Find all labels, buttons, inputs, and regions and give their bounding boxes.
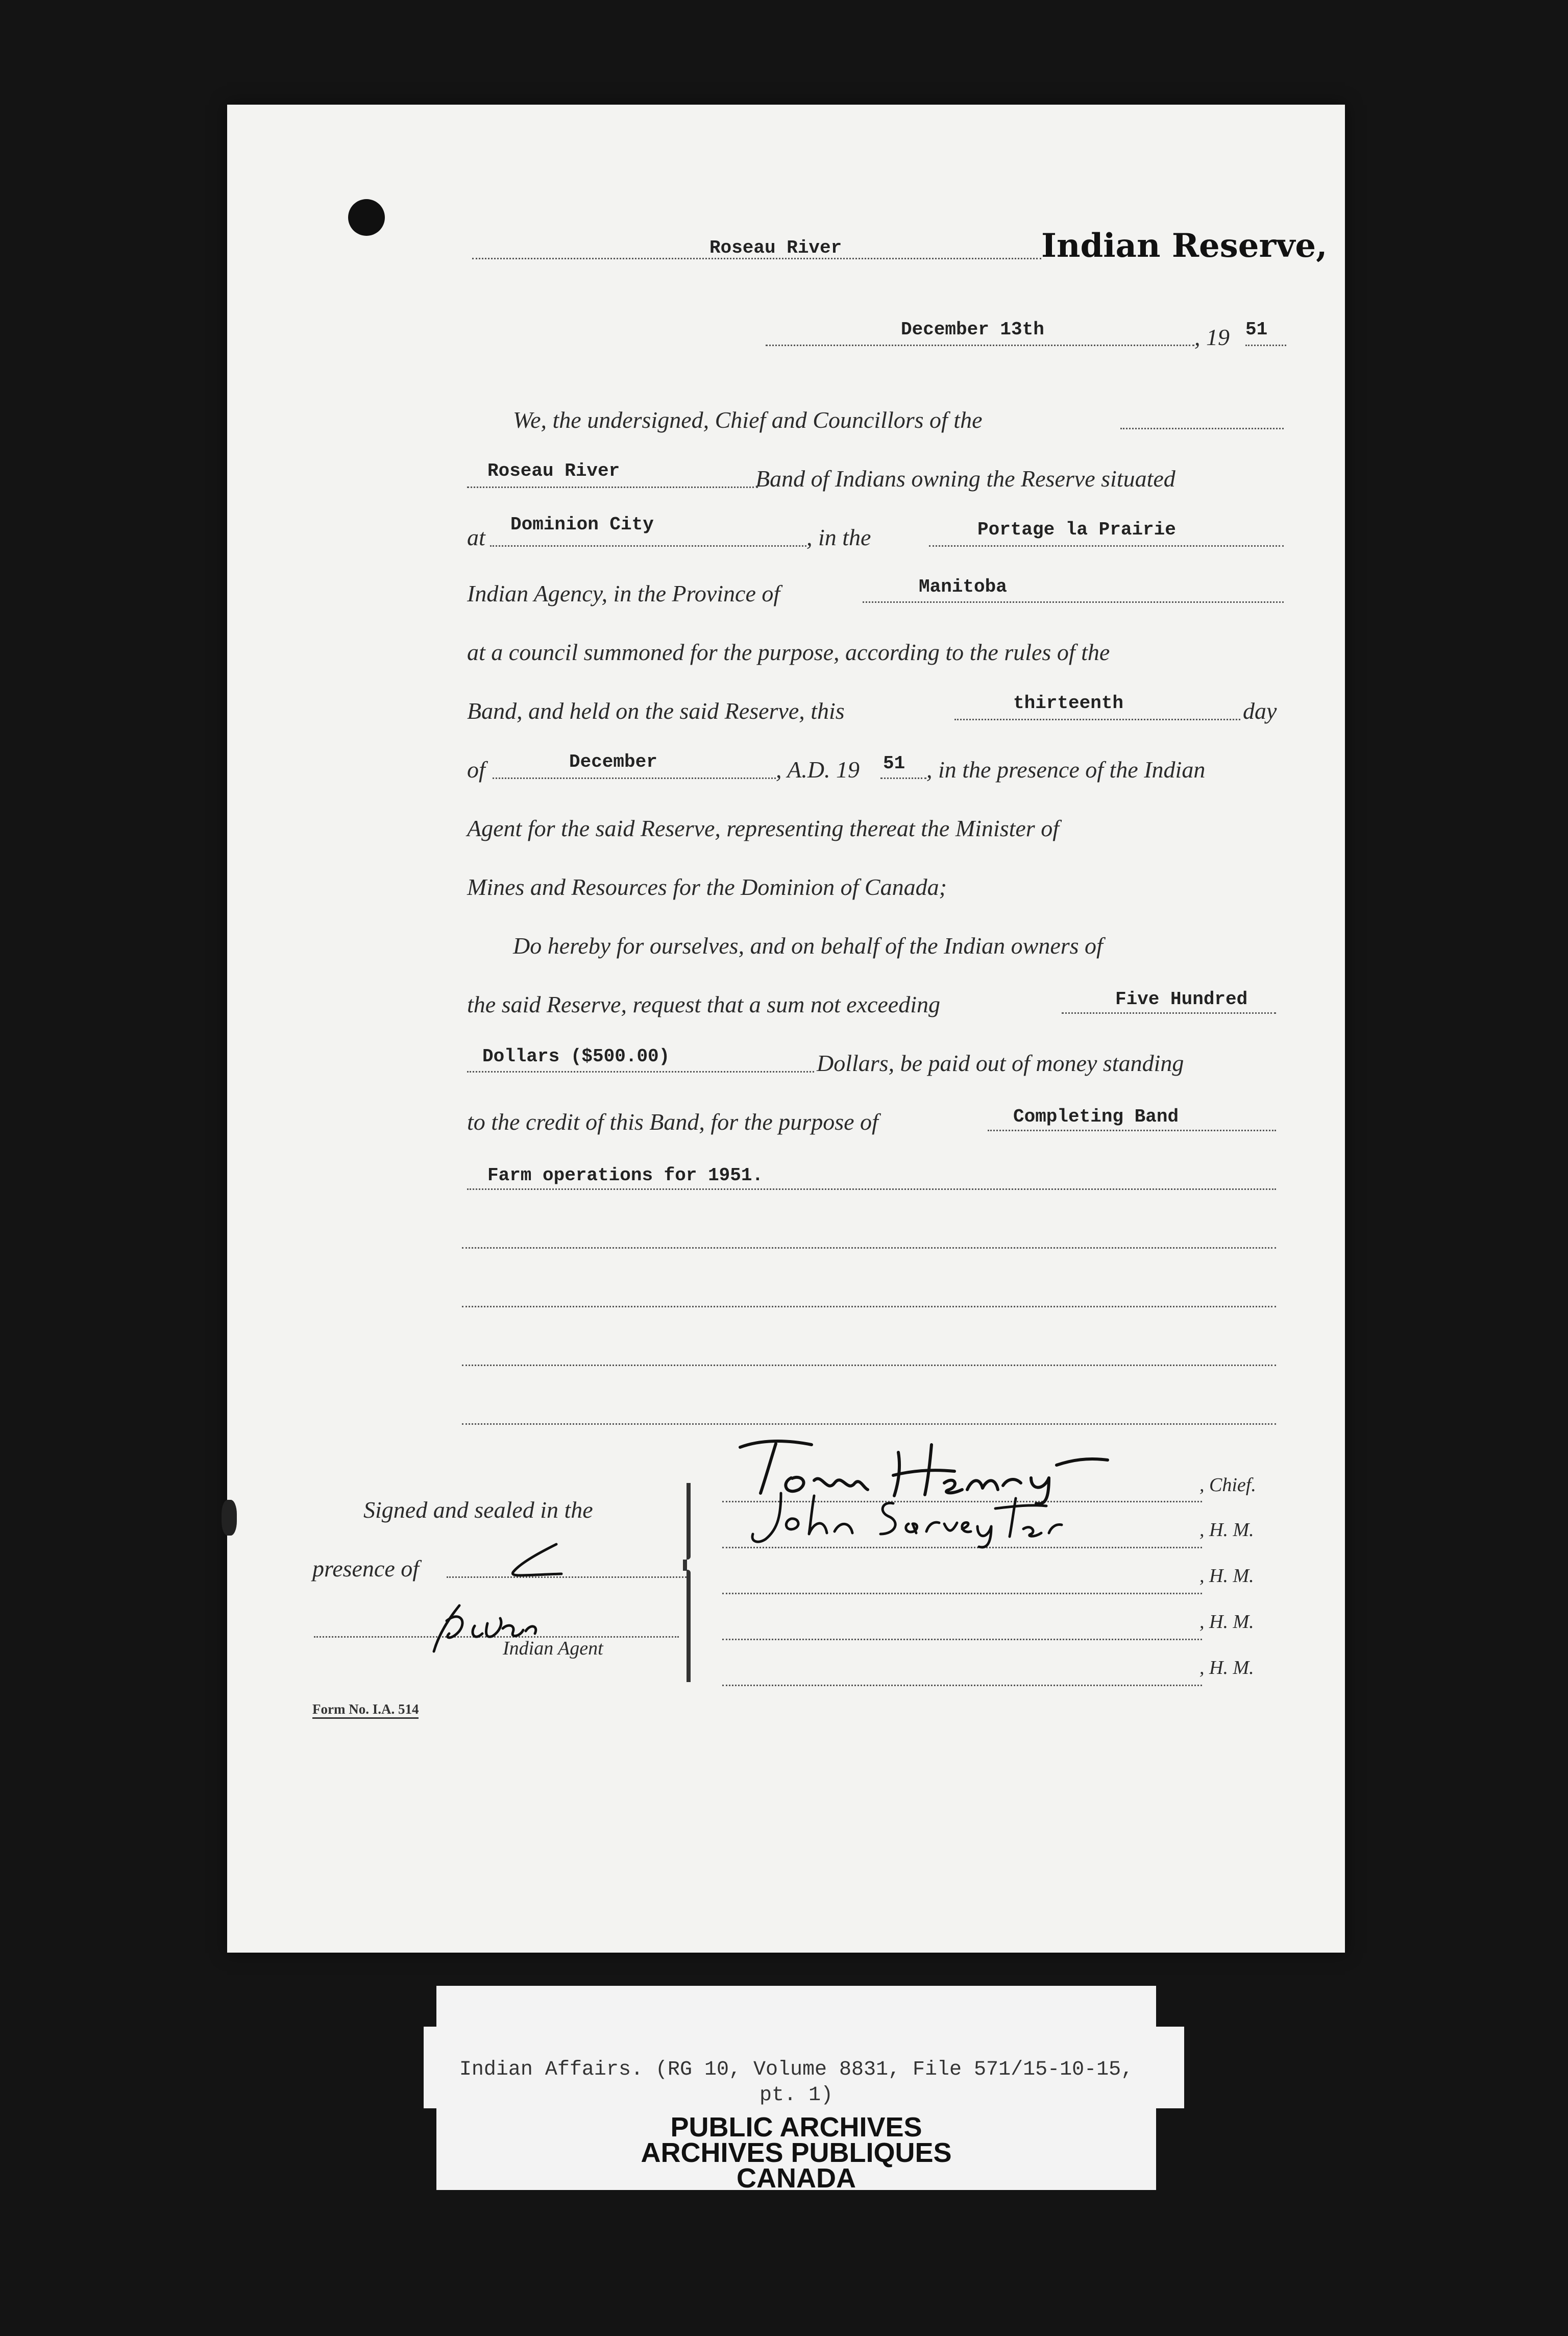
day-word: thirteenth <box>1013 693 1124 714</box>
of-label: of <box>467 757 485 783</box>
blank-line-1 <box>462 1247 1276 1249</box>
punch-hole <box>348 199 385 236</box>
presence-text: , in the presence of the Indian <box>926 757 1206 783</box>
hm-line-3 <box>722 1639 1202 1640</box>
agency-text: Indian Agency, in the Province of <box>467 580 780 606</box>
date-line <box>766 345 1194 346</box>
signed-sealed: Signed and sealed in the <box>363 1497 593 1523</box>
at-label: at <box>467 524 485 550</box>
archive-label <box>436 1986 1156 2194</box>
purpose-1: Completing Band <box>1013 1106 1179 1127</box>
councillor-signature <box>730 1483 1108 1549</box>
purpose-line-2 <box>467 1188 1276 1190</box>
hm-label-1: , H. M. <box>1199 1519 1254 1541</box>
ad-label: , A.D. 19 <box>776 757 860 783</box>
archive-reference-line2: pt. 1) <box>759 2084 834 2107</box>
chief-label: , Chief. <box>1199 1474 1256 1496</box>
blank-line-2 <box>462 1306 1276 1307</box>
purpose-line-1 <box>988 1130 1276 1131</box>
brace-bottom <box>687 1570 691 1682</box>
agency-name: Portage la Prairie <box>977 519 1176 540</box>
location: Dominion City <box>510 514 654 535</box>
hm-label-4: , H. M. <box>1199 1657 1254 1678</box>
year-suffix: 51 <box>1245 319 1268 340</box>
p1-line8: Agent for the said Reserve, representing thereat the Minister of <box>467 815 1059 841</box>
amount-figures: Dollars ($500.00) <box>482 1046 670 1067</box>
year-prefix: , 19 <box>1194 324 1230 350</box>
p2-line2-text: the said Reserve, request that a sum not exceeding <box>467 991 940 1017</box>
archive-country: CANADA <box>737 2163 856 2194</box>
date-filled: December 13th <box>901 319 1044 340</box>
amount-words: Five Hundred <box>1115 989 1248 1010</box>
province-line <box>863 601 1284 603</box>
brace-top <box>687 1483 691 1560</box>
purpose-text: to the credit of this Band, for the purpose of <box>467 1109 878 1135</box>
band-name: Roseau River <box>487 460 620 481</box>
brace-point <box>683 1560 687 1571</box>
p1-line2-text: Band of Indians owning the Reserve situated <box>755 466 1175 492</box>
indian-agent-label: Indian Agent <box>503 1638 603 1659</box>
in-the-label: , in the <box>806 524 871 550</box>
location-line <box>490 545 806 547</box>
month-line <box>493 777 776 779</box>
archive-org-en: PUBLIC ARCHIVES <box>670 2112 922 2143</box>
presence-of: presence of <box>312 1555 420 1581</box>
archive-org-fr: ARCHIVES PUBLIQUES <box>641 2137 952 2168</box>
agency-line <box>929 545 1284 547</box>
p1-line5: at a council summoned for the purpose, according to the rules of the <box>467 639 1110 665</box>
band-held-text: Band, and held on the said Reserve, this <box>467 698 845 724</box>
archive-reference <box>436 2057 1156 2108</box>
form-title: Indian Reserve, <box>1041 227 1328 265</box>
band-name-line <box>467 486 758 488</box>
form-number: Form No. I.A. 514 <box>312 1702 419 1719</box>
reserve-name: Roseau River <box>709 237 842 258</box>
amount-figures-line <box>467 1071 814 1073</box>
p1-line1-fill <box>1120 428 1284 429</box>
p2-line1: Do hereby for ourselves, and on behalf of the Indian owners of <box>513 933 1103 959</box>
day-label: day <box>1243 698 1277 724</box>
hm-line-4 <box>722 1685 1202 1686</box>
agent-signature <box>398 1534 592 1662</box>
day-line <box>954 719 1240 720</box>
p1-line9: Mines and Resources for the Dominion of Canada; <box>467 874 947 900</box>
blank-line-4 <box>462 1423 1276 1425</box>
amount-words-line <box>1062 1012 1276 1014</box>
hm-label-3: , H. M. <box>1199 1611 1254 1633</box>
archive-reference-line1: Indian Affairs. (RG 10, Volume 8831, File 571/15-10-15, <box>459 2058 1134 2081</box>
purpose-2: Farm operations for 1951. <box>487 1165 764 1186</box>
province: Manitoba <box>919 576 1007 597</box>
year-line <box>1245 345 1286 346</box>
dollars-text: Dollars, be paid out of money standing <box>817 1050 1184 1076</box>
blank-line-3 <box>462 1365 1276 1366</box>
form-document <box>227 105 1345 1953</box>
p1-line1: We, the undersigned, Chief and Councillors of the <box>513 407 983 433</box>
ad-year: 51 <box>883 753 905 774</box>
ad-year-line <box>880 777 926 779</box>
month: December <box>569 751 657 772</box>
punch-hole-left <box>222 1500 237 1536</box>
hm-line-2 <box>722 1593 1202 1594</box>
hm-label-2: , H. M. <box>1199 1565 1254 1587</box>
